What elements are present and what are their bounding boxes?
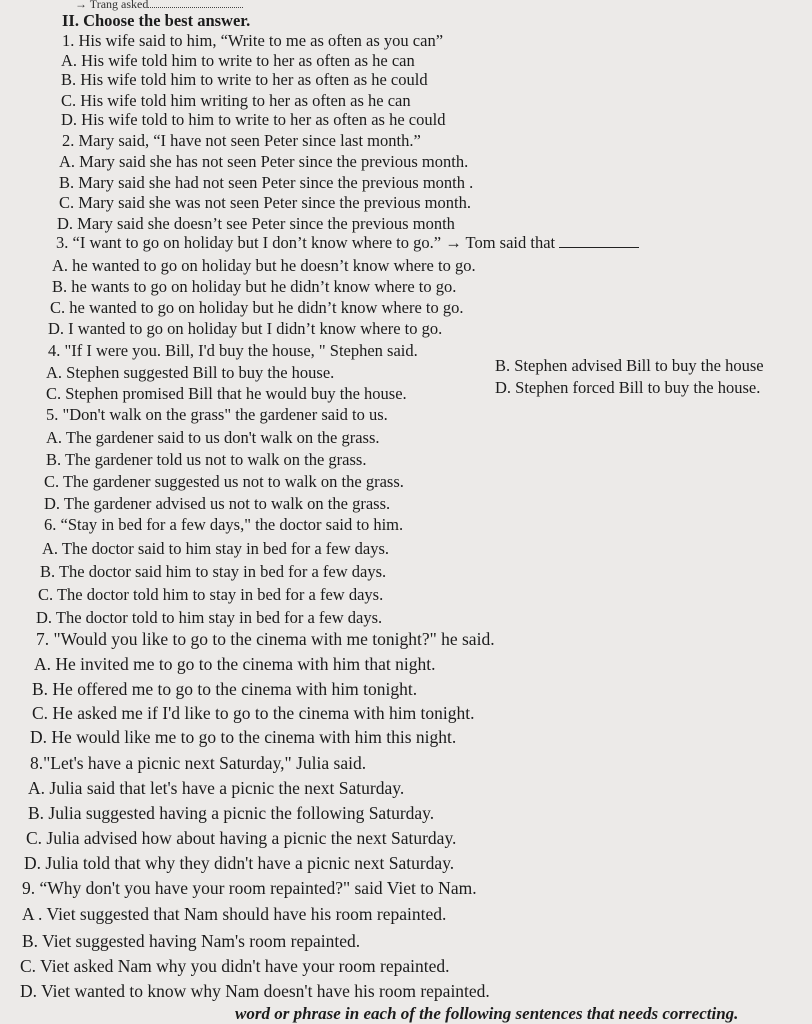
- q4-option-a: A. Stephen suggested Bill to buy the house.: [46, 363, 335, 382]
- q3-option-a: A. he wanted to go on holiday but he doesn’t know where to go.: [52, 256, 476, 275]
- dotted-leader: [148, 0, 243, 8]
- q9-stem: 9. “Why don't you have your room repainted?" said Viet to Nam.: [22, 878, 477, 898]
- q8-option-c: C. Julia advised how about having a picnic the next Saturday.: [26, 828, 457, 848]
- q2-option-d: D. Mary said she doesn’t see Peter since the previous month: [57, 214, 455, 233]
- q1-option-a: A. His wife told him to write to her as often as he can: [61, 51, 415, 70]
- q2-option-a: A. Mary said she has not seen Peter since the previous month.: [59, 152, 469, 171]
- q1-option-d: D. His wife told to him to write to her as often as he could: [61, 110, 446, 129]
- q9-option-a: A . Viet suggested that Nam should have his room repainted.: [22, 904, 447, 924]
- q7-stem: 7. "Would you like to go to the cinema with me tonight?" he said.: [36, 629, 495, 649]
- q9-option-d: D. Viet wanted to know why Nam doesn't have his room repainted.: [20, 981, 490, 1001]
- q3-option-d: D. I wanted to go on holiday but I didn’t know where to go.: [48, 319, 443, 338]
- q7-option-a: A. He invited me to go to the cinema with him that night.: [34, 654, 436, 674]
- section-heading: II. Choose the best answer.: [62, 11, 251, 30]
- q8-option-b: B. Julia suggested having a picnic the following Saturday.: [28, 803, 435, 823]
- answer-blank: [559, 235, 639, 248]
- q6-option-a: A. The doctor said to him stay in bed for a few days.: [42, 539, 390, 558]
- q7-option-d: D. He would like me to go to the cinema with him this night.: [30, 727, 457, 747]
- q5-option-d: D. The gardener advised us not to walk on the grass.: [44, 494, 391, 513]
- q2-stem: 2. Mary said, “I have not seen Peter since last month.”: [62, 131, 421, 150]
- q2-option-c: C. Mary said she was not seen Peter since the previous month.: [59, 193, 471, 212]
- q4-option-c: C. Stephen promised Bill that he would buy the house.: [46, 384, 407, 403]
- q7-option-c: C. He asked me if I'd like to go to the cinema with him tonight.: [32, 703, 475, 723]
- q3-option-c: C. he wanted to go on holiday but he didn’t know where to go.: [50, 298, 464, 317]
- q6-option-b: B. The doctor said him to stay in bed for a few days.: [40, 562, 387, 581]
- q3-option-b: B. he wants to go on holiday but he didn’t know where to go.: [52, 277, 457, 296]
- q5-stem: 5. "Don't walk on the grass" the gardener said to us.: [46, 405, 388, 424]
- cut-off-text: → Trang asked: [75, 0, 149, 11]
- q3-stem: [56, 233, 639, 253]
- next-section-instruction: word or phrase in each of the following sentences that needs correcting.: [235, 1004, 739, 1023]
- q3-stem-text: 3. “I want to go on holiday but I don’t know where to go.” → Tom said that: [56, 233, 556, 252]
- q5-option-b: B. The gardener told us not to walk on the grass.: [46, 450, 367, 469]
- q5-option-c: C. The gardener suggested us not to walk on the grass.: [44, 472, 404, 491]
- q4-option-d: D. Stephen forced Bill to buy the house.: [495, 378, 761, 397]
- q4-option-b: B. Stephen advised Bill to buy the house: [495, 356, 764, 375]
- q4-stem: 4. "If I were you. Bill, I'd buy the house, " Stephen said.: [48, 341, 418, 360]
- q8-option-a: A. Julia said that let's have a picnic the next Saturday.: [28, 778, 405, 798]
- q5-option-a: A. The gardener said to us don't walk on the grass.: [46, 428, 380, 447]
- q7-option-b: B. He offered me to go to the cinema with him tonight.: [32, 679, 418, 699]
- q1-stem: 1. His wife said to him, “Write to me as often as you can”: [62, 31, 444, 50]
- q1-option-c: C. His wife told him writing to her as often as he can: [61, 91, 411, 110]
- q1-option-b: B. His wife told him to write to her as often as he could: [61, 70, 428, 89]
- q9-option-b: B. Viet suggested having Nam's room repainted.: [22, 931, 361, 951]
- q8-option-d: D. Julia told that why they didn't have a picnic next Saturday.: [24, 853, 455, 873]
- q2-option-b: B. Mary said she had not seen Peter since the previous month .: [59, 173, 474, 192]
- q8-stem: 8."Let's have a picnic next Saturday," Julia said.: [30, 753, 367, 773]
- q9-option-c: C. Viet asked Nam why you didn't have your room repainted.: [20, 956, 450, 976]
- q6-option-d: D. The doctor told to him stay in bed for a few days.: [36, 608, 383, 627]
- q6-stem: 6. “Stay in bed for a few days," the doctor said to him.: [44, 515, 404, 534]
- q6-option-c: C. The doctor told him to stay in bed for a few days.: [38, 585, 384, 604]
